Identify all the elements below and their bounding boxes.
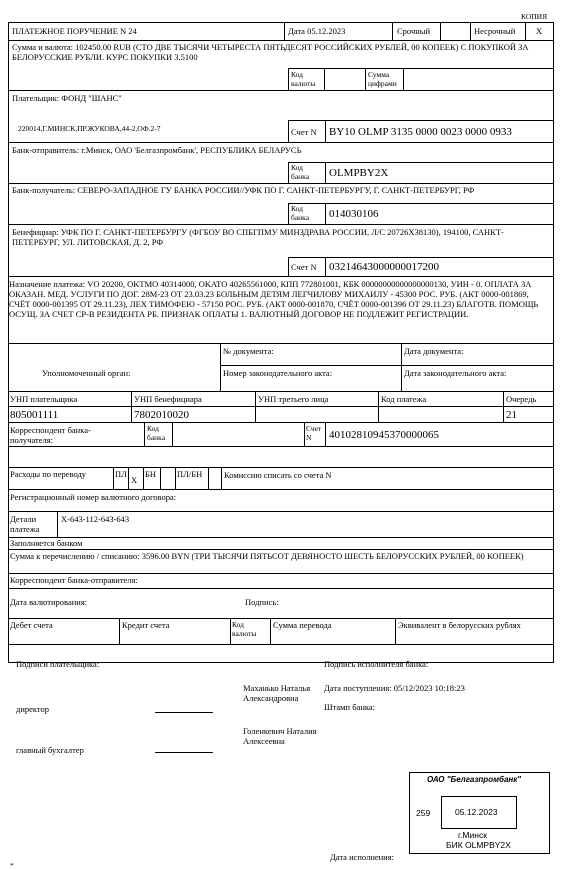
director-signature-line: [155, 712, 213, 713]
director-name: Маханько Наталья Александровна: [243, 683, 311, 704]
beneficiary-account: 03214643000000017200: [329, 261, 439, 273]
bn-label: БН: [145, 469, 157, 479]
receiver-bank-code-label: Код банка: [291, 204, 310, 222]
amount-text: Сумма и валюта: 102450.00 RUB (СТО ДВЕ ТЫСЯЧИ ЧЕТЫРЕСТА ПЯТЬДЕСЯТ РОССИЙСКИХ РУБЛЕЙ, 00 КОПЕЕК) С ПОКУПКОЙ ЗА БЕЛОРУССКИЕ РУБЛИ. КУРС ПОКУПКИ 3.5100: [12, 42, 529, 63]
bank-signature-label: Подпись исполнителя банка:: [324, 659, 429, 669]
details-value: X-643-112-643-643: [61, 514, 130, 524]
reg-label: Регистрационный номер валютного договора:: [10, 492, 177, 502]
unp-payer: 805001111: [10, 409, 59, 421]
stamp-bik: БИК OLMPBY2X: [446, 840, 511, 850]
corr-account: 40102810945370000065: [329, 429, 439, 441]
doc-no-label: № документа:: [223, 346, 274, 356]
pl-mark: X: [131, 475, 138, 485]
receiver-bank: Банк-получатель: СЕВЕРО-ЗАПАДНОЕ ГУ БАНКА РОССИИ//УФК ПО Г. САНКТ-ПЕТЕРБУРГУ, Г. САНКТ-ПЕТЕРБУРГ, РФ: [12, 185, 475, 195]
fees-label: Расходы по переводу: [10, 469, 87, 479]
queue-label: Очередь: [506, 394, 537, 404]
corr-label: Корреспондент банка-получателя:: [10, 425, 91, 446]
bank-fill-label: Заполняется банком: [10, 538, 83, 548]
nonurgent-label: Несрочный: [474, 26, 516, 36]
footnote-star: *: [10, 861, 14, 870]
account-label: Счет N: [291, 127, 317, 137]
payer-signatures-label: Подписи плательщика:: [16, 659, 100, 669]
beneficiary-account-label: Счет N: [291, 262, 317, 272]
chief-accountant-label: главный бухгалтер: [16, 745, 84, 755]
credit-label: Кредит счета: [122, 620, 170, 630]
value-date-label: Дата валютирования:: [10, 597, 88, 607]
stamp-bank: ОАО "Белгазпромбанк": [427, 775, 522, 784]
unp-payer-label: УНП плательщика: [10, 394, 78, 404]
doc-date: Дата 05.12.2023: [288, 26, 346, 36]
stamp-number: 259: [416, 808, 431, 818]
director-label: директор: [16, 704, 50, 714]
bank-stamp-label: Штамп банка:: [324, 702, 375, 712]
copy-label: КОПИЯ: [521, 12, 548, 21]
sender-corr-label: Корреспондент банка-отправителя:: [10, 575, 138, 585]
sender-bank: Банк-отправитель: г.Минск, ОАО 'Белгазпромбанк', РЕСПУБЛИКА БЕЛАРУСЬ: [12, 145, 302, 155]
transfer-amount: Сумма к перечислению / списанию: 3596.00 BYN (ТРИ ТЫСЯЧИ ПЯТЬСОТ ДЕВЯНОСТО ШЕСТЬ БЕЛОРУССКИХ РУБЛЕЙ, 00 КОПЕЕК): [10, 551, 524, 561]
beneficiary: Бенефициар: УФК ПО Г. САНКТ-ПЕТЕРБУРГУ (ФГБОУ ВО СПБГПМУ МИНЗДРАВА РОССИИ, Л/С 20726Х38130), 194100, САНКТ-ПЕТЕРБУРГ, УЛ. ЛИТОВСКАЯ, Д. 2, РФ: [12, 227, 504, 248]
transfer-sum-label: Сумма перевода: [273, 620, 332, 630]
unp-third-label: УНП третьего лица: [258, 394, 329, 404]
law-no-label: Номер законодательного акта:: [223, 368, 333, 378]
sender-bank-code: OLMPBY2X: [329, 167, 389, 179]
payer-address: 220014,Г.МИНСК,ПР.ЖУКОВА,44-2,ОФ.2-7: [18, 124, 161, 133]
currency-code-label: Код валюты: [291, 70, 316, 88]
queue: 21: [506, 409, 517, 421]
debit-label: Дебет счета: [10, 620, 53, 630]
plbn-label: ПЛ/БН: [177, 469, 203, 479]
law-date-label: Дата законодательного акта:: [404, 368, 507, 378]
signature-label: Подпись:: [245, 597, 279, 607]
payer-account: BY10 OLMP 3135 0000 0023 0000 0933: [329, 126, 512, 138]
accountant-signature-line: [155, 752, 213, 753]
sum-digits-label: Сумма цифрами: [368, 70, 397, 88]
corr-bank-code-label: Код банка: [147, 424, 166, 442]
accountant-name: Голенкевич Наталия Алексеевна: [243, 726, 317, 747]
unp-benef: 7802010020: [134, 409, 189, 421]
execution-date-label: Дата исполнения:: [330, 852, 395, 862]
corr-account-label: Счет N: [306, 424, 322, 442]
equivalent-label: Эквивалент в белорусских рублях: [398, 620, 521, 630]
bank-code-label: Код банка: [291, 163, 310, 181]
doc-title: ПЛАТЕЖНОЕ ПОРУЧЕНИЕ N 24: [12, 26, 137, 36]
currency-label: Код валюты: [232, 620, 257, 638]
details-label: Детали платежа: [10, 514, 40, 535]
payment-code-label: Код платежа: [381, 394, 427, 404]
unp-benef-label: УНП бенефициара: [134, 394, 202, 404]
receipt-date: Дата поступления: 05/12/2023 10:18:23: [324, 683, 465, 693]
receiver-bank-code: 014030106: [329, 208, 379, 220]
commission-label: Комиссию списать со счета N: [224, 470, 332, 480]
purpose: Назначение платежа: VO 20200, OKTMO 40314000, OKATO 40265561000, КПП 772801001, КБК 00000000000000000130, УИН - 0. ОПЛАТА ЗА ОКАЗАН. МЕД. УСЛУГИ ПО ДОГ. 28М-23 ОТ 23.03.23 БОЛЬНЫМ ДЕТЯМ ЛЕГЧИЛОВУ МИХАИЛУ - 45300 РОС. РУБ. (АКТ 0000-001869, СЧЁТ 0000-001395 ОТ 29.11.23), ЛЕХ ТИМОФЕЮ - 57150 РОС. РУБ. (АКТ 0000-001870, СЧЁТ 0000-001396 ОТ 29.11.23) БЛАГОТВ. ПОМОЩЬ ОСУЩ. ЗА СЧЕТ СР-В РЕЗИДЕНТА РБ. ПРИЗНАК ОПЛАТЫ 1. ВАЛЮТНЫЙ ДОГОВОР НЕ ПОДЛЕЖИТ РЕГИСТРАЦИИ.: [9, 279, 539, 320]
pl-label: ПЛ: [115, 469, 127, 479]
urgent-label: Срочный: [397, 26, 431, 36]
stamp-date: 05.12.2023: [455, 807, 498, 817]
nonurgent-mark: X: [536, 26, 543, 36]
stamp-city: г.Минск: [458, 830, 487, 840]
payer: Плательщик: ФОНД "ШАНС": [12, 93, 122, 103]
doc-date-label: Дата документа:: [404, 346, 464, 356]
authority-label: Уполномоченный орган:: [42, 368, 131, 378]
